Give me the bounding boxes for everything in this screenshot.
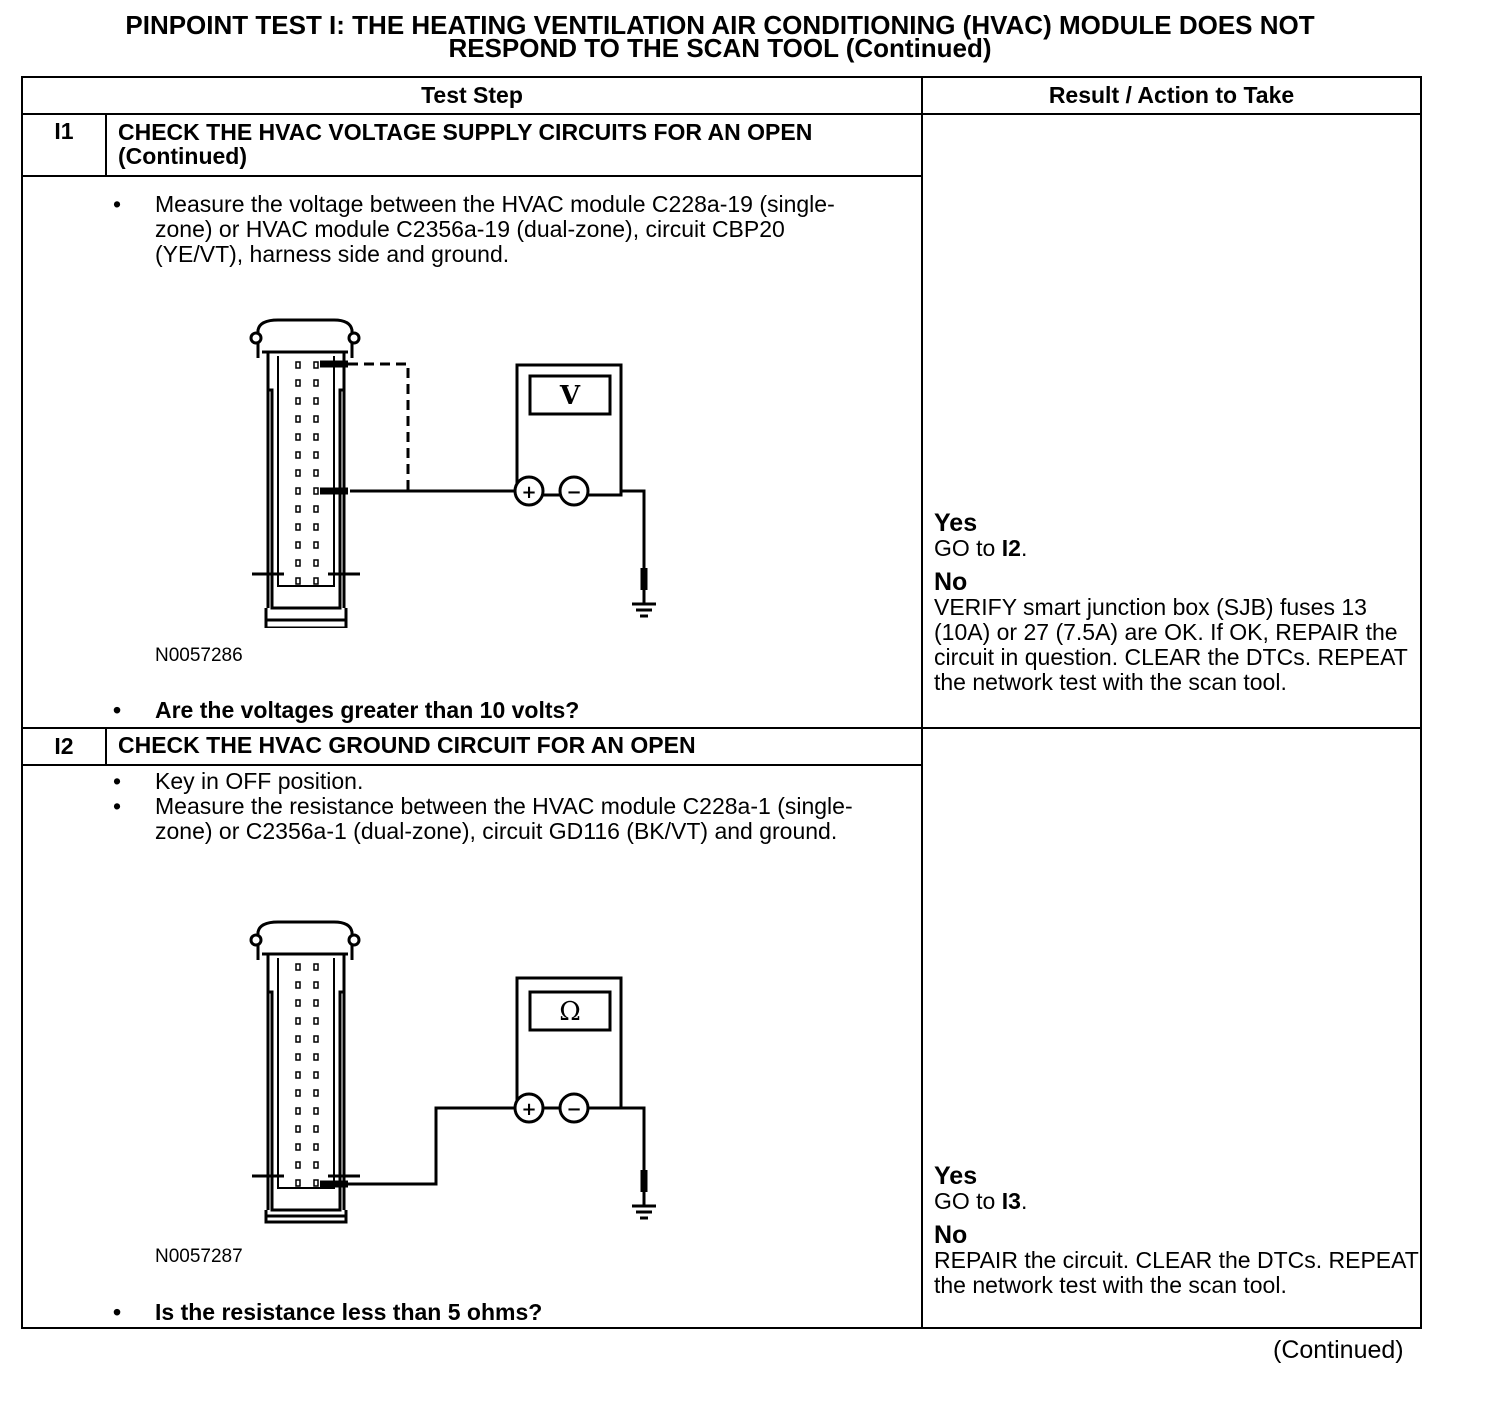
meter-symbol: Ω <box>559 997 581 1027</box>
step-divider <box>23 727 1420 729</box>
step-i1-yes-target[interactable]: I2 <box>1001 535 1021 561</box>
step-i1-no-label: No <box>934 568 968 596</box>
step-i1-name-divider <box>23 175 922 177</box>
step-i2-name-divider <box>23 764 922 766</box>
step-i2-no-action: REPAIR the circuit. CLEAR the DTCs. REPEAT the network test with the scan tool. <box>934 1247 1419 1298</box>
resistance-measurement-diagram <box>238 920 678 1230</box>
bullet-glyph: • <box>113 191 122 217</box>
step-i2-title: CHECK THE HVAC GROUND CIRCUIT FOR AN OPEN <box>118 732 696 758</box>
pinpoint-test-table <box>21 76 1422 1329</box>
meter-plus-jack: + <box>521 482 537 503</box>
step-i1-title: CHECK THE HVAC VOLTAGE SUPPLY CIRCUITS FOR AN OPEN (Continued) <box>118 119 813 169</box>
connector-c228a-illustration <box>251 922 360 1222</box>
title-line-2: RESPOND TO THE SCAN TOOL (Continued) <box>448 33 992 63</box>
title-line-1: PINPOINT TEST I: THE HEATING VENTILATION AIR CONDITIONING (HVAC) MODULE DOES NOT <box>125 10 1315 40</box>
step-i2-id-divider <box>105 727 107 765</box>
connector-pin-cavities <box>296 964 318 1186</box>
step-i1-bullet-1: • Measure the voltage between the HVAC module C228a-19 (single-zone) or HVAC module C2356a-19 (dual-zone), circuit CBP20 (YE/VT), harness side and ground. <box>113 191 835 267</box>
step-i2-bullet-2: • Measure the resistance between the HVAC module C228a-1 (single-zone) or C2356a-1 (dual-zone), circuit GD116 (BK/VT) and ground. <box>113 793 853 844</box>
header-test-step: Test Step <box>421 82 523 108</box>
step-i2-yes-action: GO to I3. <box>934 1188 1028 1214</box>
step-i2-yes-label: Yes <box>934 1162 978 1190</box>
connector-pin-cavities <box>296 362 318 584</box>
step-i1-id-divider <box>105 113 107 176</box>
voltage-measurement-diagram <box>238 318 678 628</box>
step-i2-id: I2 <box>54 733 74 759</box>
meter-minus-jack: − <box>566 482 582 503</box>
test-leads <box>320 1108 656 1218</box>
step-i2-figure-id: N0057287 <box>155 1246 243 1267</box>
step-i1-result <box>934 510 1419 703</box>
step-i1-question: • Are the voltages greater than 10 volts? <box>113 697 580 723</box>
page-title <box>20 10 1420 63</box>
header-result: Result / Action to Take <box>1048 82 1295 108</box>
step-i1-id: I1 <box>54 118 74 144</box>
meter-minus-jack: − <box>566 1099 582 1120</box>
step-i2-result <box>934 1163 1419 1306</box>
step-i1-no-action: VERIFY smart junction box (SJB) fuses 13 (10A) or 27 (7.5A) are OK. If OK, REPAIR the circuit in question. CLEAR the DTCs. REPEAT the network test with the scan tool. <box>934 594 1408 695</box>
column-divider <box>921 78 923 1327</box>
step-i2-question: • Is the resistance less than 5 ohms? <box>113 1299 543 1325</box>
continued-note: (Continued) <box>1273 1336 1404 1364</box>
meter-symbol: V <box>559 381 581 411</box>
step-i2-yes-target[interactable]: I3 <box>1001 1188 1021 1214</box>
header-divider <box>23 113 1420 115</box>
step-i2-bullet-1: • Key in OFF position. <box>113 768 364 794</box>
step-i1-yes-label: Yes <box>934 509 978 537</box>
step-i2-no-label: No <box>934 1221 968 1249</box>
step-i1-yes-action: GO to I2. <box>934 535 1028 561</box>
step-i1-figure-id: N0057286 <box>155 645 243 666</box>
meter-plus-jack: + <box>521 1099 537 1120</box>
